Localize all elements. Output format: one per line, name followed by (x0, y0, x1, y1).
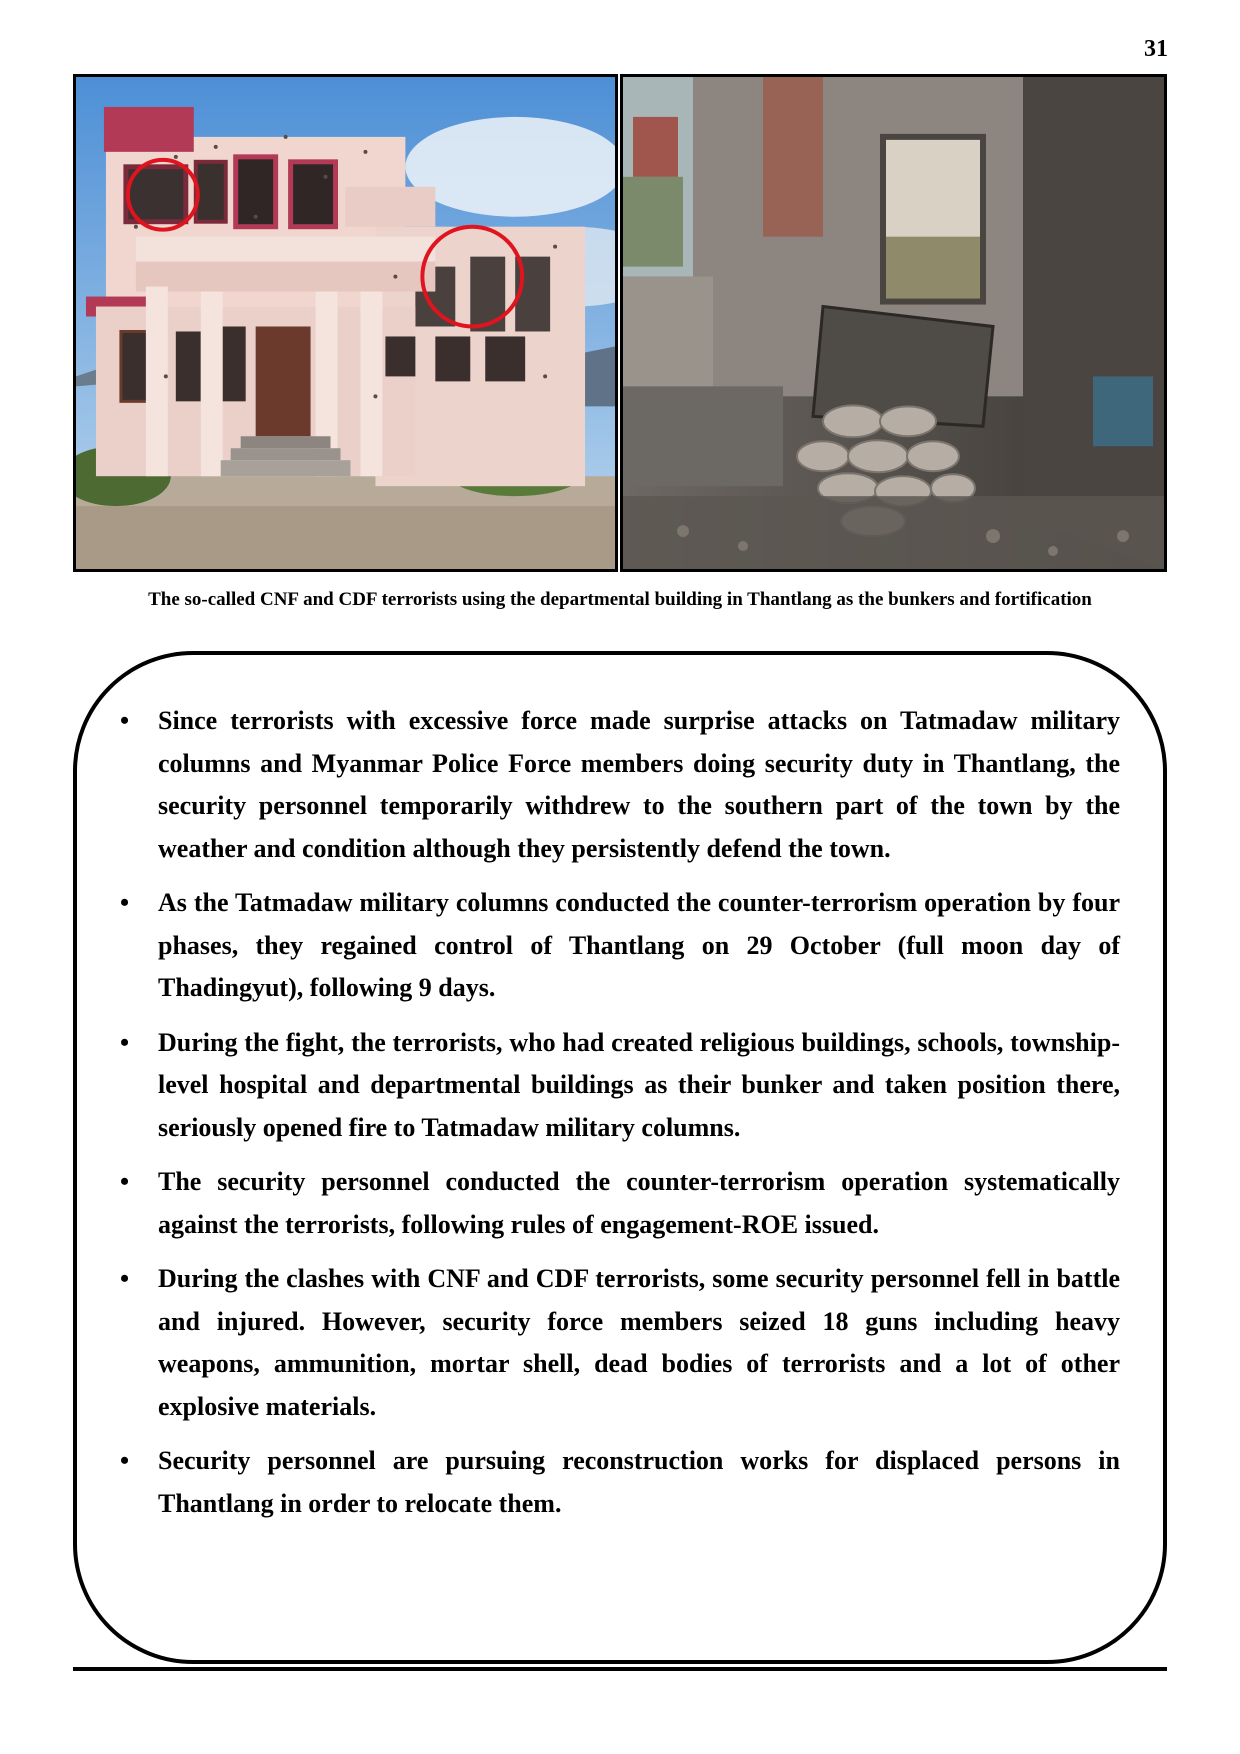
bullet-item: • During the fight, the terrorists, who had created religious buildings, schools, township-level hospital and departmental buildings as their bunker and taken position there, seriously opened fire to Tatmadaw military columns. (120, 1022, 1120, 1150)
building-photo (73, 74, 618, 572)
bullet-item: • As the Tatmadaw military columns conducted the counter-terrorism operation by four phases, they regained control of Thantlang on 29 October (full moon day of Thadingyut), following 9 days. (120, 882, 1120, 1010)
interior-illustration (623, 77, 1164, 569)
figure-caption: The so-called CNF and CDF terrorists using the departmental building in Thantlang as the bunkers and fortification (148, 589, 1092, 610)
footer-rule (73, 1667, 1167, 1671)
building-illustration (76, 77, 615, 569)
bullet-item: • During the clashes with CNF and CDF terrorists, some security personnel fell in battle and injured. However, security force members seized 18 guns including heavy weapons, ammunition, mortar shell, dead bodies of terrorists and a lot of other explosive materials. (120, 1258, 1120, 1428)
bullet-list (120, 700, 1120, 1537)
page-number: 31 (1144, 36, 1168, 62)
interior-photo (620, 74, 1167, 572)
bullet-item: • Since terrorists with excessive force made surprise attacks on Tatmadaw military columns and Myanmar Police Force members doing security duty in Thantlang, the security personnel temporarily withdrew to the southern part of the town by the weather and condition although they persistently defend the town. (120, 700, 1120, 870)
bullet-item: • The security personnel conducted the counter-terrorism operation systematically against the terrorists, following rules of engagement-ROE issued. (120, 1161, 1120, 1246)
bullet-item: • Security personnel are pursuing reconstruction works for displaced persons in Thantlang in order to relocate them. (120, 1440, 1120, 1525)
